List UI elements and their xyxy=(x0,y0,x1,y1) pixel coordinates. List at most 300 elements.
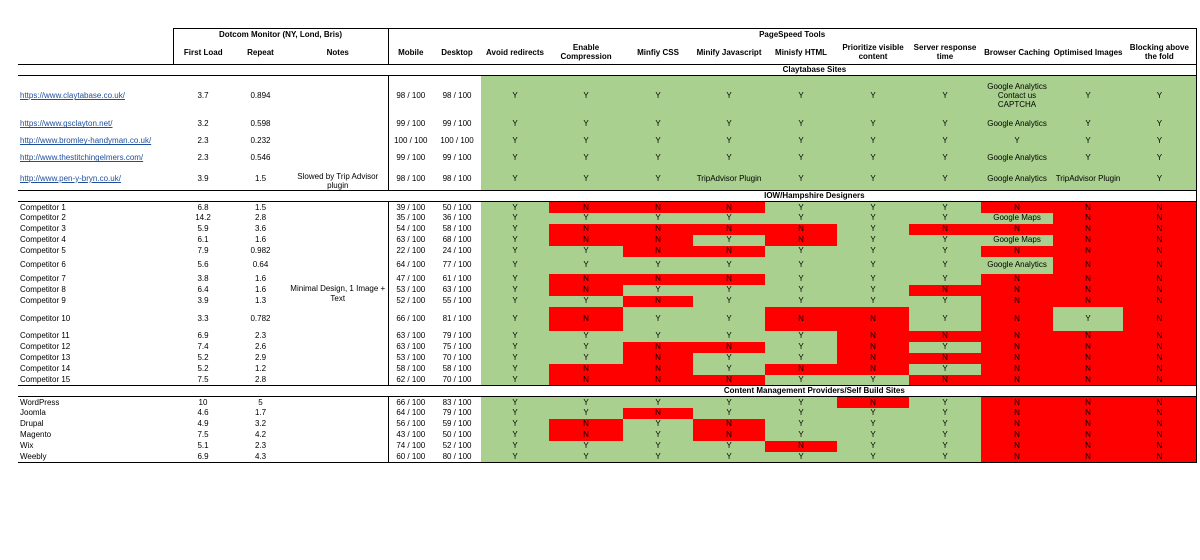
check-minify-css: Y xyxy=(623,213,693,224)
check-minify-css: Y xyxy=(623,419,693,430)
check-optimised-images: N xyxy=(1053,246,1123,257)
first-load-value: 4.9 xyxy=(197,419,209,429)
check-optimised-images: N xyxy=(1053,331,1123,342)
check-minify-javascript: N xyxy=(693,274,765,285)
check-minify-css: N xyxy=(623,342,693,353)
check-prioritize-visible-content: Y xyxy=(837,116,909,133)
check-blocking-above-fold: N xyxy=(1123,224,1196,235)
check-enable-compression: N xyxy=(549,419,623,430)
col-header-server-response-time: Server response time xyxy=(909,41,981,65)
check-server-response-time: N xyxy=(909,353,981,364)
mobile-score: 99 / 100 xyxy=(396,153,426,163)
check-browser-caching: N xyxy=(981,430,1053,441)
site-link[interactable]: http://www.thestitchingelmers.com/ xyxy=(20,153,144,163)
table-row xyxy=(18,167,1196,191)
check-browser-caching: N xyxy=(981,452,1053,463)
check-minify-javascript: Y xyxy=(693,133,765,150)
site-link[interactable]: https://www.gsclayton.net/ xyxy=(20,119,113,129)
check-enable-compression: N xyxy=(549,364,623,375)
check-minify-css: N xyxy=(623,375,693,386)
check-minify-html: Y xyxy=(765,397,837,408)
section-spacer xyxy=(18,386,433,397)
check-browser-caching: N xyxy=(981,353,1053,364)
table-row xyxy=(18,331,1196,342)
check-enable-compression: Y xyxy=(549,397,623,408)
desktop-score: 83 / 100 xyxy=(442,397,472,407)
check-browser-caching: Google Analytics xyxy=(981,150,1053,167)
check-minify-css: Y xyxy=(623,76,693,116)
check-minify-javascript: Y xyxy=(693,213,765,224)
check-optimised-images: Y xyxy=(1053,150,1123,167)
check-enable-compression: N xyxy=(549,375,623,386)
check-server-response-time: Y xyxy=(909,307,981,331)
dotcom-monitor-header: Dotcom Monitor (NY, Lond, Bris) xyxy=(173,29,388,41)
section-spacer xyxy=(18,65,433,76)
check-minify-css: Y xyxy=(623,257,693,274)
check-enable-compression: Y xyxy=(549,213,623,224)
check-prioritize-visible-content: Y xyxy=(837,235,909,246)
repeat-value: 3.6 xyxy=(254,224,267,234)
check-minify-html: Y xyxy=(765,150,837,167)
col-header-minify-html: Minisfy HTML xyxy=(765,41,837,65)
check-optimised-images: N xyxy=(1053,441,1123,452)
check-minify-javascript: N xyxy=(693,419,765,430)
check-server-response-time: N xyxy=(909,331,981,342)
table-row xyxy=(18,202,1196,213)
desktop-score: 75 / 100 xyxy=(442,342,472,352)
check-optimised-images: N xyxy=(1053,224,1123,235)
check-server-response-time: Y xyxy=(909,296,981,307)
mobile-score: 98 / 100 xyxy=(396,91,426,101)
site-link[interactable]: http://www.pen-y-bryn.co.uk/ xyxy=(20,173,121,183)
check-avoid-redirects: Y xyxy=(481,419,549,430)
check-enable-compression: Y xyxy=(549,441,623,452)
first-load-value: 5.2 xyxy=(197,353,209,363)
check-prioritize-visible-content: Y xyxy=(837,257,909,274)
table-row xyxy=(18,408,1196,419)
mobile-score: 54 / 100 xyxy=(396,224,426,234)
mobile-score: 39 / 100 xyxy=(396,202,426,212)
site-name: WordPress xyxy=(20,397,60,407)
check-server-response-time: N xyxy=(909,375,981,386)
comparison-table xyxy=(18,28,1197,463)
check-server-response-time: Y xyxy=(909,397,981,408)
check-server-response-time: Y xyxy=(909,257,981,274)
first-load-value: 7.5 xyxy=(197,430,209,440)
site-name: Weebly xyxy=(18,452,173,463)
check-minify-html: Y xyxy=(765,342,837,353)
check-avoid-redirects: Y xyxy=(481,133,549,150)
repeat-value: 5 xyxy=(258,397,263,407)
check-minify-css: N xyxy=(623,296,693,307)
repeat-value: 0.894 xyxy=(250,91,271,101)
check-avoid-redirects: Y xyxy=(481,167,549,191)
site-link[interactable]: http://www.bromley-handyman.co.uk/ xyxy=(20,136,152,146)
check-avoid-redirects: Y xyxy=(481,430,549,441)
check-avoid-redirects: Y xyxy=(481,285,549,296)
check-minify-css: Y xyxy=(623,331,693,342)
site-name: Competitor 6 xyxy=(20,260,66,270)
check-blocking-above-fold: N xyxy=(1123,408,1196,419)
check-minify-html: Y xyxy=(765,116,837,133)
table-row xyxy=(18,274,1196,285)
check-enable-compression: Y xyxy=(549,342,623,353)
table-row xyxy=(18,150,1196,167)
check-prioritize-visible-content: Y xyxy=(837,76,909,116)
site-name: Competitor 5 xyxy=(20,246,66,256)
first-load-value: 2.3 xyxy=(197,153,209,163)
check-enable-compression: N xyxy=(549,430,623,441)
check-avoid-redirects: Y xyxy=(481,408,549,419)
check-avoid-redirects: Y xyxy=(481,274,549,285)
repeat-value: 0.598 xyxy=(250,119,271,129)
check-avoid-redirects: Y xyxy=(481,307,549,331)
first-load-value: 5.9 xyxy=(197,224,209,234)
desktop-score: 36 / 100 xyxy=(442,213,472,223)
check-browser-caching: N xyxy=(981,342,1053,353)
check-minify-html: Y xyxy=(765,430,837,441)
check-avoid-redirects: Y xyxy=(481,441,549,452)
repeat-value: 2.3 xyxy=(254,441,267,451)
check-browser-caching: N xyxy=(981,296,1053,307)
first-load-value: 6.4 xyxy=(197,285,209,295)
check-minify-html: Y xyxy=(765,353,837,364)
check-minify-javascript: N xyxy=(693,375,765,386)
check-prioritize-visible-content: Y xyxy=(837,150,909,167)
check-minify-html: Y xyxy=(765,452,837,463)
check-blocking-above-fold: N xyxy=(1123,257,1196,274)
mobile-score: 56 / 100 xyxy=(396,419,426,429)
check-prioritize-visible-content: N xyxy=(837,397,909,408)
check-optimised-images: N xyxy=(1053,353,1123,364)
check-prioritize-visible-content: Y xyxy=(837,202,909,213)
check-prioritize-visible-content: Y xyxy=(837,408,909,419)
col-header-repeat: Repeat xyxy=(233,41,288,65)
site-link[interactable]: https://www.claytabase.co.uk/ xyxy=(20,91,125,101)
check-minify-html: Y xyxy=(765,419,837,430)
check-server-response-time: Y xyxy=(909,274,981,285)
table-row xyxy=(18,397,1196,408)
first-load-value: 7.9 xyxy=(197,246,209,256)
check-blocking-above-fold: N xyxy=(1123,296,1196,307)
check-prioritize-visible-content: Y xyxy=(837,430,909,441)
check-minify-css: Y xyxy=(623,430,693,441)
check-avoid-redirects: Y xyxy=(481,116,549,133)
check-minify-css: N xyxy=(623,274,693,285)
check-minify-javascript: Y xyxy=(693,353,765,364)
check-blocking-above-fold: N xyxy=(1123,285,1196,296)
section-title: IOW/Hampshire Designers xyxy=(433,191,1196,202)
repeat-value: 1.6 xyxy=(254,285,267,295)
check-minify-javascript: Y xyxy=(693,116,765,133)
check-optimised-images: N xyxy=(1053,296,1123,307)
site-name: Competitor 12 xyxy=(20,342,71,352)
section-title: Claytabase Sites xyxy=(433,65,1196,76)
check-blocking-above-fold: Y xyxy=(1123,116,1196,133)
check-enable-compression: Y xyxy=(549,257,623,274)
check-browser-caching: Google Analytics xyxy=(981,167,1053,191)
check-minify-css: Y xyxy=(623,307,693,331)
check-prioritize-visible-content: Y xyxy=(837,224,909,235)
site-name: Magento xyxy=(20,430,52,440)
first-load-value: 5.6 xyxy=(197,260,209,270)
check-server-response-time: Y xyxy=(909,76,981,116)
check-minify-javascript: N xyxy=(693,246,765,257)
check-minify-html: Y xyxy=(765,257,837,274)
repeat-value: 4.2 xyxy=(254,430,267,440)
desktop-score: 61 / 100 xyxy=(442,274,472,284)
check-browser-caching: N xyxy=(981,274,1053,285)
check-minify-html: Y xyxy=(765,246,837,257)
check-optimised-images: N xyxy=(1053,364,1123,375)
check-browser-caching: N xyxy=(981,202,1053,213)
mobile-score: 53 / 100 xyxy=(396,353,426,363)
table-row xyxy=(18,116,1196,133)
check-blocking-above-fold: Y xyxy=(1123,133,1196,150)
table-row xyxy=(18,76,1196,116)
check-blocking-above-fold: N xyxy=(1123,353,1196,364)
check-blocking-above-fold: N xyxy=(1123,375,1196,386)
desktop-score: 24 / 100 xyxy=(442,246,472,256)
col-header-notes: Notes xyxy=(288,41,388,65)
check-browser-caching: Google Maps xyxy=(981,235,1053,246)
check-avoid-redirects: Y xyxy=(481,342,549,353)
site-name: Competitor 4 xyxy=(20,235,66,245)
check-avoid-redirects: Y xyxy=(481,375,549,386)
check-server-response-time: Y xyxy=(909,246,981,257)
check-minify-javascript: Y xyxy=(693,364,765,375)
check-blocking-above-fold: Y xyxy=(1123,76,1196,116)
check-enable-compression: Y xyxy=(549,246,623,257)
check-minify-javascript: Y xyxy=(693,331,765,342)
first-load-value: 5.2 xyxy=(197,364,209,374)
mobile-score: 47 / 100 xyxy=(396,274,426,284)
first-load-value: 6.1 xyxy=(197,235,209,245)
notes-cell xyxy=(288,397,388,463)
check-enable-compression: N xyxy=(549,307,623,331)
check-browser-caching: N xyxy=(981,246,1053,257)
check-blocking-above-fold: N xyxy=(1123,364,1196,375)
check-minify-html: Y xyxy=(765,375,837,386)
check-browser-caching: Google Analytics xyxy=(981,257,1053,274)
check-prioritize-visible-content: N xyxy=(837,331,909,342)
check-browser-caching: N xyxy=(981,224,1053,235)
first-load-value: 3.2 xyxy=(197,119,209,129)
check-prioritize-visible-content: N xyxy=(837,307,909,331)
check-blocking-above-fold: N xyxy=(1123,274,1196,285)
repeat-value: 1.6 xyxy=(254,274,267,284)
mobile-score: 63 / 100 xyxy=(396,235,426,245)
check-avoid-redirects: Y xyxy=(481,353,549,364)
check-minify-css: Y xyxy=(623,441,693,452)
first-load-value: 3.9 xyxy=(197,296,209,306)
check-minify-javascript: Y xyxy=(693,76,765,116)
mobile-score: 99 / 100 xyxy=(396,119,426,129)
mobile-score: 66 / 100 xyxy=(396,313,426,323)
check-server-response-time: N xyxy=(909,224,981,235)
repeat-value: 0.232 xyxy=(250,136,271,146)
check-avoid-redirects: Y xyxy=(481,364,549,375)
check-prioritize-visible-content: Y xyxy=(837,246,909,257)
table-row xyxy=(18,307,1196,331)
mobile-score: 63 / 100 xyxy=(396,342,426,352)
check-blocking-above-fold: N xyxy=(1123,213,1196,224)
table-row xyxy=(18,235,1196,246)
check-blocking-above-fold: Y xyxy=(1123,150,1196,167)
first-load-value: 3.3 xyxy=(197,313,209,323)
check-minify-css: N xyxy=(623,246,693,257)
repeat-value: 4.3 xyxy=(233,452,288,463)
check-optimised-images: N xyxy=(1053,202,1123,213)
check-prioritize-visible-content: Y xyxy=(837,213,909,224)
check-minify-html: Y xyxy=(765,202,837,213)
desktop-score: 68 / 100 xyxy=(442,235,472,245)
check-server-response-time: N xyxy=(909,285,981,296)
check-prioritize-visible-content: Y xyxy=(837,167,909,191)
check-optimised-images: TripAdvisor Plugin xyxy=(1053,167,1123,191)
check-server-response-time: Y xyxy=(909,213,981,224)
check-blocking-above-fold: N xyxy=(1123,452,1196,463)
first-load-value: 14.2 xyxy=(195,213,211,223)
check-blocking-above-fold: N xyxy=(1123,419,1196,430)
check-minify-javascript: Y xyxy=(693,150,765,167)
table-row xyxy=(18,213,1196,224)
check-minify-javascript: N xyxy=(693,202,765,213)
check-avoid-redirects: Y xyxy=(481,331,549,342)
check-minify-javascript: Y xyxy=(693,285,765,296)
check-blocking-above-fold: N xyxy=(1123,202,1196,213)
first-load-value: 4.6 xyxy=(197,408,209,418)
check-minify-html: N xyxy=(765,224,837,235)
check-browser-caching: N xyxy=(981,375,1053,386)
first-load-value: 7.5 xyxy=(197,375,209,385)
check-avoid-redirects: Y xyxy=(481,202,549,213)
first-load-value: 3.9 xyxy=(197,173,209,183)
repeat-value: 2.6 xyxy=(254,342,267,352)
check-minify-css: Y xyxy=(623,133,693,150)
mobile-score: 74 / 100 xyxy=(396,441,426,451)
check-minify-javascript: N xyxy=(693,342,765,353)
check-server-response-time: Y xyxy=(909,116,981,133)
check-server-response-time: Y xyxy=(909,364,981,375)
table-row xyxy=(18,257,1196,274)
site-name: Competitor 7 xyxy=(20,274,66,284)
col-header-first-load: First Load xyxy=(173,41,233,65)
check-enable-compression: Y xyxy=(549,408,623,419)
repeat-value: 1.6 xyxy=(254,235,267,245)
check-server-response-time: Y xyxy=(909,202,981,213)
check-avoid-redirects: Y xyxy=(481,76,549,116)
desktop-score: 58 / 100 xyxy=(442,224,472,234)
check-prioritize-visible-content: Y xyxy=(837,296,909,307)
mobile-score: 43 / 100 xyxy=(396,430,426,440)
repeat-value: 1.2 xyxy=(254,364,267,374)
mobile-score: 52 / 100 xyxy=(396,296,426,306)
repeat-value: 0.982 xyxy=(250,246,271,256)
desktop-score: 79 / 100 xyxy=(442,331,472,341)
mobile-score: 63 / 100 xyxy=(396,331,426,341)
check-blocking-above-fold: N xyxy=(1123,397,1196,408)
check-minify-html: Y xyxy=(765,133,837,150)
desktop-score: 98 / 100 xyxy=(442,173,472,183)
check-enable-compression: N xyxy=(549,224,623,235)
check-blocking-above-fold: N xyxy=(1123,307,1196,331)
check-optimised-images: Y xyxy=(1053,116,1123,133)
repeat-value: 1.3 xyxy=(254,296,267,306)
mobile-score: 62 / 100 xyxy=(396,375,426,385)
check-minify-javascript: Y xyxy=(693,235,765,246)
check-blocking-above-fold: Y xyxy=(1123,167,1196,191)
mobile-score: 60 / 100 xyxy=(388,452,433,463)
check-minify-css: Y xyxy=(623,150,693,167)
check-minify-javascript: N xyxy=(693,224,765,235)
check-minify-css: Y xyxy=(623,397,693,408)
site-name: Competitor 8 xyxy=(20,285,66,295)
check-minify-javascript: Y xyxy=(693,441,765,452)
check-minify-html: Y xyxy=(765,167,837,191)
check-minify-css: Y xyxy=(623,285,693,296)
table-row xyxy=(18,246,1196,257)
table-row xyxy=(18,353,1196,364)
repeat-value: 3.2 xyxy=(254,419,267,429)
check-minify-html: Y xyxy=(765,408,837,419)
check-browser-caching: N xyxy=(981,307,1053,331)
check-enable-compression: Y xyxy=(549,167,623,191)
pagespeed-tools-header: PageSpeed Tools xyxy=(388,29,1196,41)
section-spacer xyxy=(18,191,433,202)
repeat-value: 1.5 xyxy=(254,173,267,183)
site-name: Competitor 11 xyxy=(20,331,70,341)
site-name: Competitor 13 xyxy=(20,353,71,363)
check-minify-css: Y xyxy=(623,452,693,463)
table-row xyxy=(18,430,1196,441)
check-browser-caching: Y xyxy=(981,133,1053,150)
check-server-response-time: Y xyxy=(909,235,981,246)
desktop-score: 55 / 100 xyxy=(442,296,472,306)
check-prioritize-visible-content: N xyxy=(837,342,909,353)
check-enable-compression: Y xyxy=(549,76,623,116)
check-browser-caching: N xyxy=(981,331,1053,342)
check-enable-compression: Y xyxy=(549,296,623,307)
first-load-value: 2.3 xyxy=(197,136,209,146)
check-avoid-redirects: Y xyxy=(481,257,549,274)
section-header-row xyxy=(18,65,1196,76)
site-name: Drupal xyxy=(20,419,44,429)
check-optimised-images: N xyxy=(1053,430,1123,441)
desktop-score: 81 / 100 xyxy=(442,313,472,323)
check-minify-css: N xyxy=(623,353,693,364)
check-minify-javascript: Y xyxy=(693,408,765,419)
check-blocking-above-fold: N xyxy=(1123,430,1196,441)
check-server-response-time: Y xyxy=(909,167,981,191)
mobile-score: 22 / 100 xyxy=(396,246,426,256)
check-prioritize-visible-content: N xyxy=(837,364,909,375)
check-browser-caching: N xyxy=(981,397,1053,408)
desktop-score: 70 / 100 xyxy=(442,353,472,363)
col-header-avoid-redirects: Avoid redirects xyxy=(481,41,549,65)
check-minify-css: N xyxy=(623,364,693,375)
check-blocking-above-fold: N xyxy=(1123,246,1196,257)
check-minify-html: N xyxy=(765,364,837,375)
check-blocking-above-fold: N xyxy=(1123,235,1196,246)
site-name: Joomla xyxy=(20,408,46,418)
check-optimised-images: N xyxy=(1053,375,1123,386)
mobile-score: 66 / 100 xyxy=(396,397,426,407)
desktop-score: 50 / 100 xyxy=(442,430,472,440)
mobile-score: 64 / 100 xyxy=(396,408,426,418)
check-prioritize-visible-content: Y xyxy=(837,375,909,386)
section-header-row xyxy=(18,386,1196,397)
